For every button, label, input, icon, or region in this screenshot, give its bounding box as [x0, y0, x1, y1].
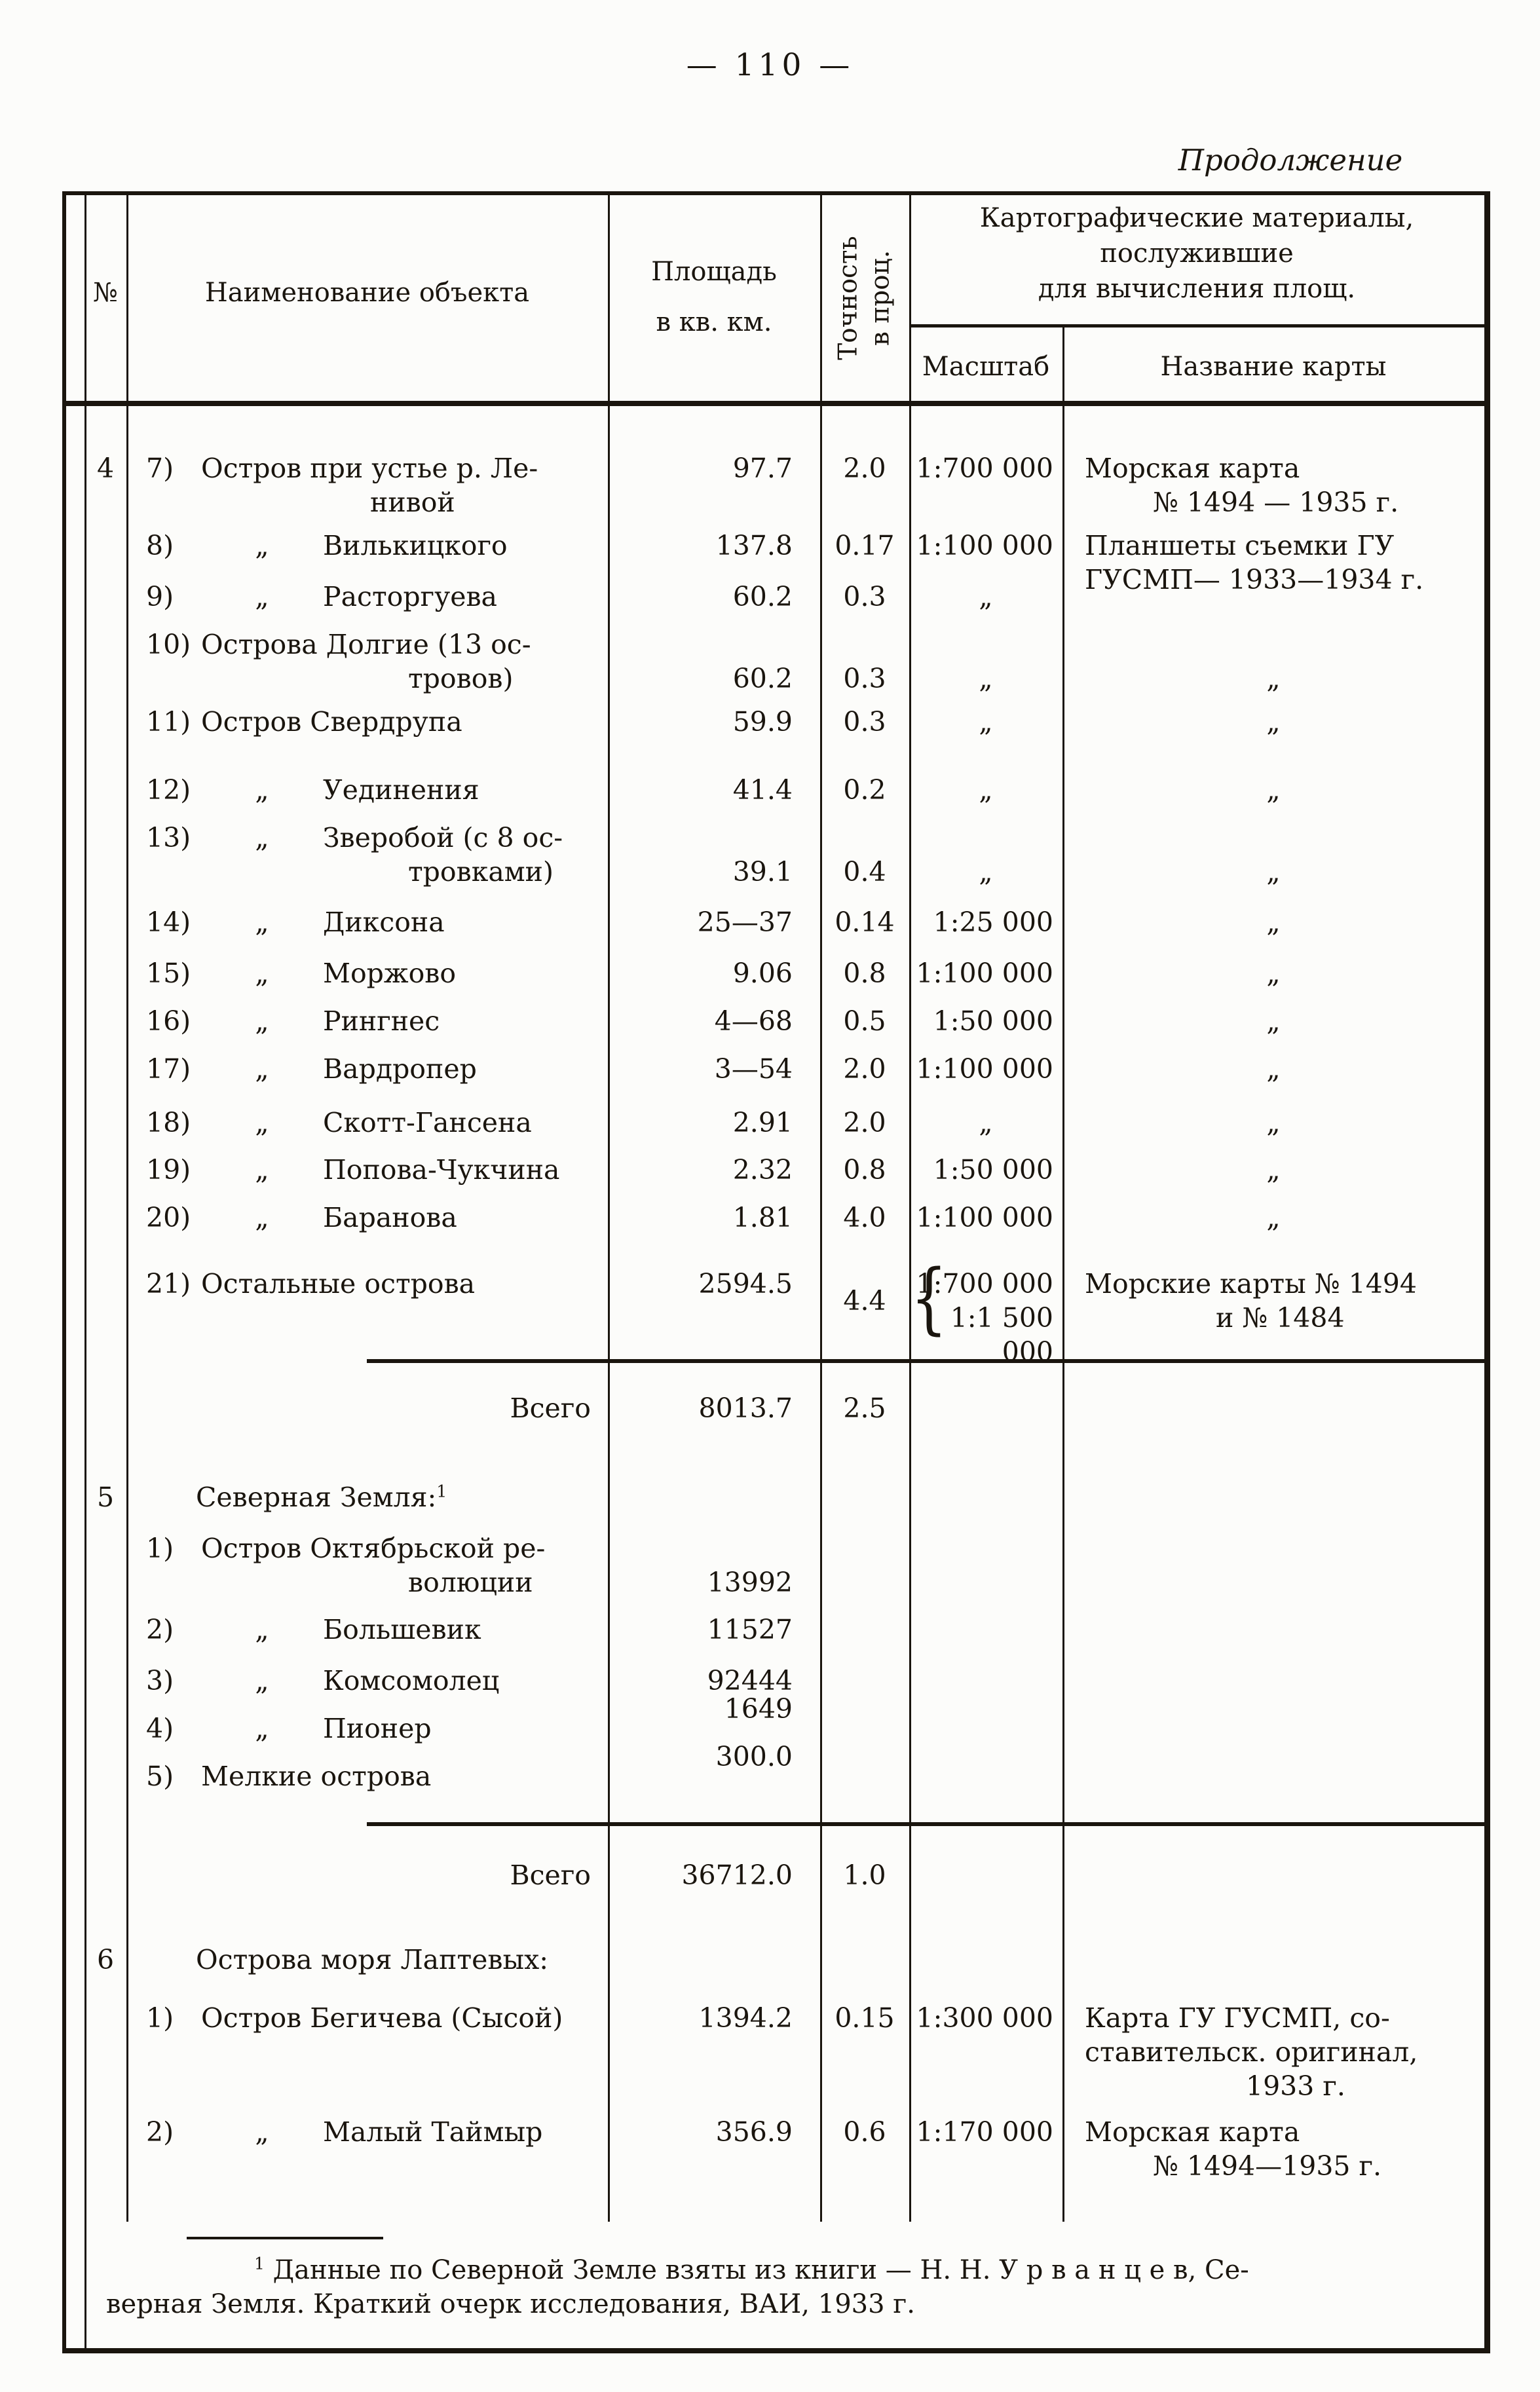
cell-scale: 1:700 000	[916, 453, 1053, 484]
table-row	[85, 956, 1484, 990]
item-number: 7)	[146, 453, 174, 484]
cell-area: 97.7	[732, 453, 793, 484]
cell-object-name	[126, 956, 608, 990]
cell-accuracy: 0.17	[835, 530, 895, 561]
island-name: Моржово	[323, 958, 457, 989]
cell-scale: 1:170 000	[916, 2116, 1053, 2148]
cell-object-name	[126, 1004, 608, 1038]
map-name-line1: Морские карты № 1494	[1085, 1268, 1417, 1299]
cell-scale: 1:100 000	[916, 530, 1053, 561]
item-number: 21)	[146, 1268, 191, 1299]
cell-accuracy: 0.3	[843, 663, 886, 694]
cell-map	[1062, 2115, 1484, 2183]
scale-line2: 1:1 500 000	[950, 1302, 1053, 1368]
item-number: 9)	[146, 581, 174, 612]
item-number: 4)	[146, 1713, 174, 1744]
table-rule-top	[62, 191, 1490, 195]
cell-area: 60.2	[732, 581, 793, 612]
island-name: Комсомолец	[323, 1665, 500, 1696]
ditto-mark: „	[255, 906, 269, 938]
cell-accuracy: 2.0	[843, 1107, 886, 1138]
item-number: 5)	[146, 1761, 174, 1792]
cell-accuracy: 0.3	[843, 581, 886, 612]
cell-object-name	[126, 580, 608, 614]
cell-map: „	[1266, 856, 1281, 888]
item-number: 10)	[146, 629, 191, 660]
item-number: 12)	[146, 774, 191, 806]
cell-object-name	[126, 627, 608, 696]
cell-object-name	[126, 1531, 608, 1599]
table-rule-left-outer	[62, 191, 66, 2353]
cell-area: 2594.5	[698, 1268, 793, 1299]
item-number: 15)	[146, 958, 191, 989]
ditto-mark: „	[255, 1154, 269, 1186]
cell-area: 11527	[707, 1614, 793, 1645]
ditto-mark: „	[255, 1202, 269, 1233]
cell-object-name	[126, 1711, 608, 1746]
ditto-mark: „	[255, 1614, 269, 1645]
total-label: Всего	[510, 1859, 591, 1891]
cell-object-name	[126, 2115, 608, 2149]
item-number: 13)	[146, 822, 191, 853]
total-area: 36712.0	[681, 1859, 793, 1891]
cell-object-name	[126, 2001, 608, 2035]
footnote-mark: 1	[254, 2254, 265, 2273]
cell-object-name	[126, 773, 608, 807]
header-accuracy-line1: Точность	[834, 236, 863, 360]
cell-scale: 1:300 000	[916, 2002, 1053, 2034]
item-number: 1)	[146, 1533, 174, 1564]
table-row	[85, 1613, 1484, 1647]
cell-accuracy: 0.2	[843, 774, 886, 806]
map-name-line2: № 1494—1935 г.	[1153, 2150, 1382, 2182]
cell-map: „	[1266, 1053, 1281, 1085]
cell-area: 1394.2	[698, 2002, 793, 2034]
header-accuracy-rotated	[820, 194, 909, 402]
cell-map: „	[1266, 663, 1281, 694]
ditto-mark: „	[255, 530, 269, 561]
cell-map: „	[1266, 706, 1281, 738]
island-name: Расторгуева	[323, 581, 497, 612]
table-rule-bottom	[62, 2348, 1490, 2353]
cell-accuracy: 0.3	[843, 706, 886, 738]
cell-area: 39.1	[732, 856, 793, 888]
cell-scale: „	[979, 856, 993, 888]
table-row	[85, 1153, 1484, 1187]
cell-object-name	[126, 451, 608, 519]
island-name: Вилькицкого	[323, 530, 508, 561]
cell-scale: 1:100 000	[916, 1202, 1053, 1233]
total-accuracy: 2.5	[843, 1392, 886, 1424]
item-number: 19)	[146, 1154, 191, 1186]
footnote	[106, 2253, 1482, 2321]
header-object-name: Наименование объекта	[204, 278, 530, 308]
item-number: 11)	[146, 706, 191, 738]
map-name-line1: Планшеты съемки ГУ	[1085, 530, 1395, 561]
section-title	[126, 1480, 608, 1514]
cell-object-name	[126, 1664, 608, 1698]
island-name: Пионер	[323, 1713, 432, 1744]
cell-accuracy: 4.4	[843, 1285, 886, 1317]
footnote-line2: верная Земля. Краткий очерк исследования, ВАИ, 1933 г.	[106, 2289, 915, 2319]
cell-accuracy: 0.5	[843, 1005, 886, 1037]
cell-object-name	[126, 1267, 608, 1301]
cell-scale: „	[979, 581, 993, 612]
cell-scale: „	[979, 1107, 993, 1138]
item-number: 2)	[146, 1614, 174, 1645]
island-name: Диксона	[323, 906, 445, 938]
total-label: Всего	[510, 1392, 591, 1424]
cell-area: 137.8	[715, 530, 793, 561]
ditto-mark: „	[255, 958, 269, 989]
island-name: Мелкие острова	[201, 1761, 432, 1792]
cell-scale: „	[979, 774, 993, 806]
cell-accuracy: 0.4	[843, 856, 886, 888]
ditto-mark: „	[255, 2116, 269, 2148]
footnote-reference: 1	[436, 1482, 447, 1501]
ditto-mark: „	[255, 1107, 269, 1138]
table-row	[85, 821, 1484, 889]
island-name: Остров Свердрупа	[201, 706, 462, 738]
cell-scale: 1:50 000	[933, 1154, 1053, 1186]
cell-object-name	[126, 1052, 608, 1086]
item-number: 16)	[146, 1005, 191, 1037]
cell-object-name	[126, 529, 608, 563]
ditto-mark: „	[255, 581, 269, 612]
cell-accuracy: 0.14	[835, 906, 895, 938]
cell-object-name	[126, 1759, 608, 1793]
total-row	[85, 1858, 1484, 1892]
cell-area: 2.91	[732, 1107, 793, 1138]
section-header-row	[85, 1943, 1484, 1977]
header-materials-line3: для вычисления площ.	[1038, 274, 1356, 304]
cell-area: 4—68	[714, 1005, 793, 1037]
table-row	[85, 580, 1484, 614]
header-area-line2: в кв. км.	[656, 307, 772, 337]
ditto-mark: „	[255, 774, 269, 806]
table-row	[85, 2001, 1484, 2103]
cell-object-name	[126, 1106, 608, 1140]
footnote-divider	[187, 2237, 383, 2239]
cell-accuracy: 2.0	[843, 1053, 886, 1085]
cell-scale: 1:100 000	[916, 958, 1053, 989]
cell-area: 9.06	[732, 958, 793, 989]
table-row	[85, 1106, 1484, 1140]
cell-area: 25—37	[697, 906, 793, 938]
cell-map	[1062, 451, 1484, 519]
footnote-text-line1: Данные по Северной Земле взяты из книги — Н. Н. У р в а н ц е в, Се-	[272, 2255, 1249, 2285]
island-name: Острова Долгие (13 ос-	[201, 629, 531, 660]
section-title-text: Северная Земля:	[196, 1482, 437, 1513]
island-name: Малый Таймыр	[323, 2116, 543, 2148]
cell-area: 1.81	[732, 1202, 793, 1233]
cell-map: „	[1266, 1154, 1281, 1186]
table-rule-header-bottom	[62, 401, 1490, 406]
cell-area: 1649	[724, 1693, 793, 1725]
cell-scale: 1:100 000	[916, 1053, 1053, 1085]
island-name: Большевик	[323, 1614, 481, 1645]
cell-map: „	[1266, 958, 1281, 989]
scale-line1: 1:700 000	[916, 1268, 1053, 1299]
header-area-line1: Площадь	[651, 257, 777, 287]
cell-area: 60.2	[732, 663, 793, 694]
ditto-mark: „	[255, 1005, 269, 1037]
table-row	[85, 1252, 1484, 1369]
island-name: Скотт-Гансена	[323, 1107, 532, 1138]
map-name-line1: Морская карта	[1085, 453, 1300, 484]
table-row	[85, 705, 1484, 739]
island-name: Остальные острова	[201, 1268, 476, 1299]
ditto-mark: „	[255, 1713, 269, 1744]
header-materials-line1: Картографические материалы,	[979, 203, 1414, 233]
cell-area: 3—54	[714, 1053, 793, 1085]
cell-map: „	[1266, 1202, 1281, 1233]
island-name: Уединения	[323, 774, 479, 806]
item-number: 2)	[146, 2116, 174, 2148]
cell-accuracy: 0.6	[843, 2116, 886, 2148]
island-name: Рингнес	[323, 1005, 440, 1037]
table-row	[85, 1201, 1484, 1235]
map-name-line2: и № 1484	[1216, 1302, 1345, 1334]
total-accuracy: 1.0	[843, 1859, 886, 1891]
cell-accuracy: 0.8	[843, 1154, 886, 1186]
table-row	[85, 1052, 1484, 1086]
cell-object-name	[126, 1153, 608, 1187]
item-number: 1)	[146, 2002, 174, 2034]
item-number: 17)	[146, 1053, 191, 1085]
island-name: Баранова	[323, 1202, 457, 1233]
section-title	[126, 1943, 608, 1977]
table-row	[85, 1741, 1484, 1793]
island-name: Зверобой (с 8 ос-	[323, 822, 563, 853]
island-name-line2: тровками)	[408, 856, 554, 888]
island-name-line2: нивой	[370, 487, 455, 518]
cell-map: „	[1266, 1107, 1281, 1138]
cell-object-name	[126, 1613, 608, 1647]
cell-area: 300.0	[715, 1741, 793, 1772]
item-number: 8)	[146, 530, 174, 561]
continuation-label: Продолжение	[1178, 143, 1403, 178]
total-row	[85, 1391, 1484, 1425]
brace-glyph: {	[911, 1252, 948, 1343]
island-name-line2: тровов)	[408, 663, 514, 694]
cell-accuracy: 2.0	[843, 453, 886, 484]
map-name-line1: Карта ГУ ГУСМП, со-	[1085, 2002, 1390, 2034]
map-name-line2: № 1494 — 1935 г.	[1153, 487, 1399, 518]
header-scale: Масштаб	[922, 352, 1050, 382]
table-row	[85, 627, 1484, 696]
map-name-line2: ГУСМП— 1933—1934 г.	[1085, 564, 1424, 595]
cell-object-name	[126, 705, 608, 739]
table-rule-total-2	[367, 1822, 1484, 1826]
cell-map: „	[1266, 1005, 1281, 1037]
section-title-text: Острова моря Лаптевых:	[196, 1944, 549, 1975]
page-number: — 110 —	[686, 47, 854, 83]
island-name: Остров при устье р. Ле-	[201, 453, 538, 484]
map-name-line2: ставительск. оригинал,	[1085, 2036, 1418, 2068]
table-row	[85, 1004, 1484, 1038]
map-name-line1: Морская карта	[1085, 2116, 1300, 2148]
island-name: Остров Октябрьской ре-	[201, 1533, 546, 1564]
cell-scale: 1:50 000	[933, 1005, 1053, 1037]
item-number: 3)	[146, 1665, 174, 1696]
group-number: 4	[96, 453, 115, 484]
cell-area: 356.9	[715, 2116, 793, 2148]
cell-map	[1062, 2001, 1484, 2103]
cell-object-name	[126, 821, 608, 889]
cell-scale: „	[979, 663, 993, 694]
section-header-row	[85, 1480, 1484, 1514]
ditto-mark: „	[255, 822, 269, 853]
cell-area: 92444	[707, 1665, 793, 1696]
cell-area: 59.9	[732, 706, 793, 738]
map-name-line3: 1933 г.	[1246, 2070, 1345, 2102]
item-number: 18)	[146, 1107, 191, 1138]
header-no: №	[93, 278, 118, 308]
group-number: 5	[96, 1482, 115, 1513]
cell-area: 2.32	[732, 1154, 793, 1186]
cell-scale: 1:25 000	[933, 906, 1053, 938]
item-number: 14)	[146, 906, 191, 938]
header-accuracy-line2: в проц.	[866, 250, 895, 346]
cell-area: 41.4	[732, 774, 793, 806]
table-row	[85, 2115, 1484, 2183]
island-name: Вардропер	[323, 1053, 477, 1085]
cell-map: „	[1266, 774, 1281, 806]
group-number: 6	[96, 1944, 115, 1975]
total-area: 8013.7	[698, 1392, 793, 1424]
ditto-mark: „	[255, 1053, 269, 1085]
header-map-name: Название карты	[1160, 352, 1387, 382]
table-row	[85, 905, 1484, 939]
table-row	[85, 773, 1484, 807]
cell-scale: „	[979, 706, 993, 738]
cell-object-name	[126, 1201, 608, 1235]
table-row	[85, 1531, 1484, 1599]
header-materials-line2: послужившие	[1100, 238, 1294, 269]
table-row	[85, 451, 1484, 519]
cell-accuracy: 0.8	[843, 958, 886, 989]
cell-map	[1062, 1267, 1484, 1335]
island-name-line2: волюции	[408, 1567, 533, 1598]
cell-accuracy: 0.15	[835, 2002, 895, 2034]
table-rule-materials-sub	[909, 324, 1484, 327]
cell-accuracy: 4.0	[843, 1202, 886, 1233]
cell-map: „	[1266, 906, 1281, 938]
island-name: Остров Бегичева (Сысой)	[201, 2002, 563, 2034]
ditto-mark: „	[255, 1665, 269, 1696]
item-number: 20)	[146, 1202, 191, 1233]
cell-object-name	[126, 905, 608, 939]
header-materials	[909, 200, 1484, 307]
table-rule-right	[1484, 191, 1490, 2353]
island-name: Попова-Чукчина	[323, 1154, 560, 1186]
footnote-line1	[106, 2253, 1482, 2287]
cell-area: 13992	[707, 1567, 793, 1598]
cell-scale	[909, 1252, 1062, 1369]
